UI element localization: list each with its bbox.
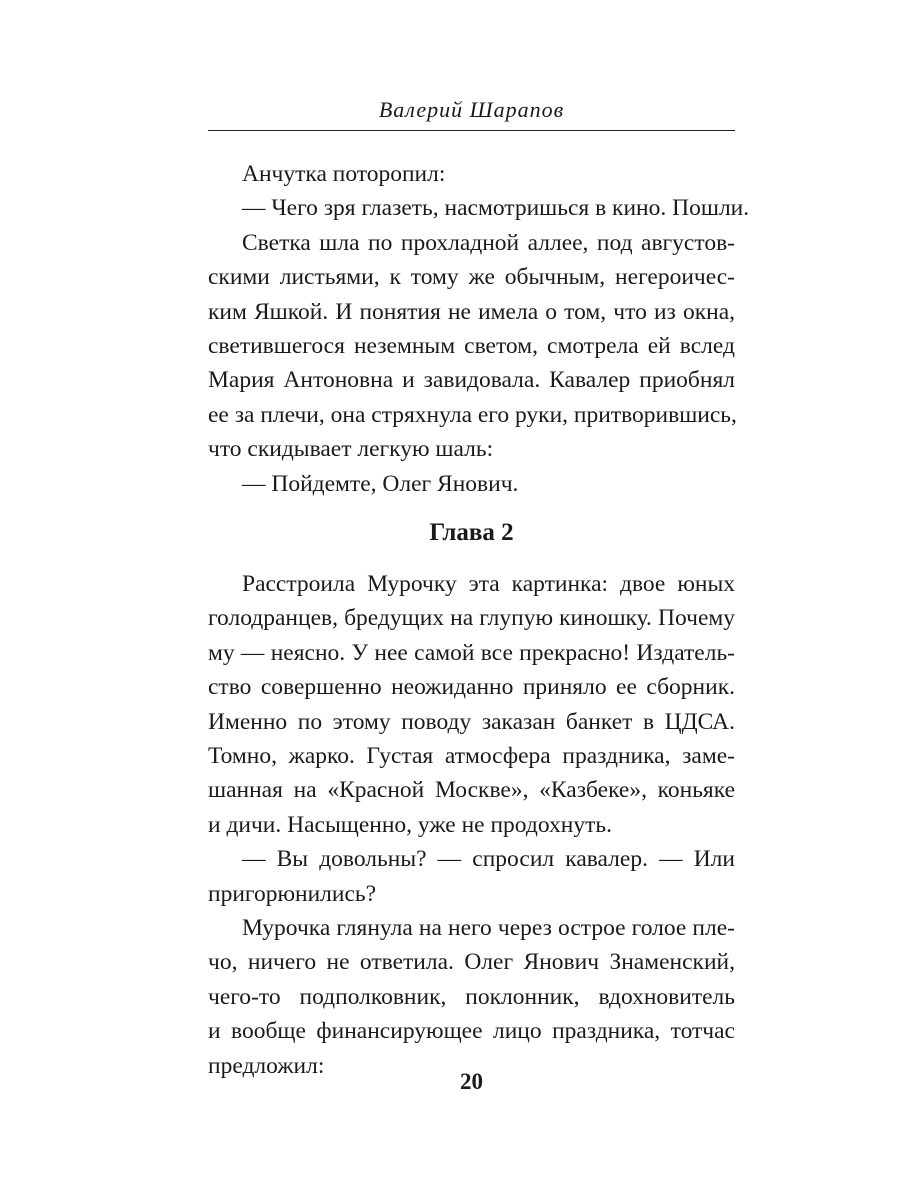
text-line: Мария Антоновна и завидовала. Кавалер приобнял — [208, 367, 735, 394]
text-line: и дичи. Насыщенно, уже не продохнуть. — [208, 811, 612, 838]
text-line: ким Яшкой. И понятия не имела о том, что из окна, — [208, 298, 735, 325]
page-number: 20 — [460, 1069, 483, 1094]
text-line: му — неясно. У нее самой все прекрасно! Издатель- — [208, 639, 735, 666]
text-line: предложил: — [208, 1052, 325, 1079]
text-line: шанная на «Красной Москве», «Казбеке», коньяке — [208, 777, 735, 804]
text-line: чо, ничего не ответила. Олег Янович Знаменский, — [208, 949, 735, 976]
text-line: светившегося неземным светом, смотрела ей вслед — [208, 333, 735, 360]
text-line: чего-то подполковник, поклонник, вдохновитель — [208, 983, 735, 1010]
text-line: и вообще финансирующее лицо праздника, тотчас — [208, 1018, 735, 1045]
text-block-after-chapter — [208, 567, 735, 1083]
text-line: ство совершенно неожиданно приняло ее сборник. — [208, 674, 735, 701]
text-line: — Вы довольны? — спросил кавалер. — Или — [242, 846, 735, 873]
text-line: голодранцев, бредущих на глупую киношку. Почему — [208, 605, 735, 632]
text-line: скими листьями, к тому же обычным, негероичес- — [208, 264, 735, 291]
text-line: Светка шла по прохладной аллее, под августов- — [242, 229, 735, 256]
text-line: ее за плечи, она стряхнула его руки, притворившись, — [208, 401, 737, 428]
text-line: — Чего зря глазеть, насмотришься в кино. Пошли. — [242, 195, 750, 222]
text-line: Именно по этому поводу заказан банкет в ЦДСА. — [208, 708, 735, 735]
running-header: Валерий Шарапов — [378, 97, 565, 122]
text-line: Томно, жарко. Густая атмосфера праздника, заме- — [208, 743, 735, 770]
text-line: Анчутка поторопил: — [242, 161, 446, 187]
text-line: Мурочка глянула на него через острое голое пле- — [242, 915, 735, 942]
text-line: что скидывает легкую шаль: — [208, 436, 494, 463]
text-line: Расстроила Мурочку эта картинка: двое юных — [242, 571, 735, 597]
text-block-before-chapter — [208, 157, 750, 501]
text-line: — Пойдемте, Олег Янович. — [242, 470, 519, 497]
chapter-title: Глава 2 — [429, 519, 514, 546]
header-rule — [208, 130, 735, 131]
text-line: пригорюнились? — [208, 880, 377, 907]
